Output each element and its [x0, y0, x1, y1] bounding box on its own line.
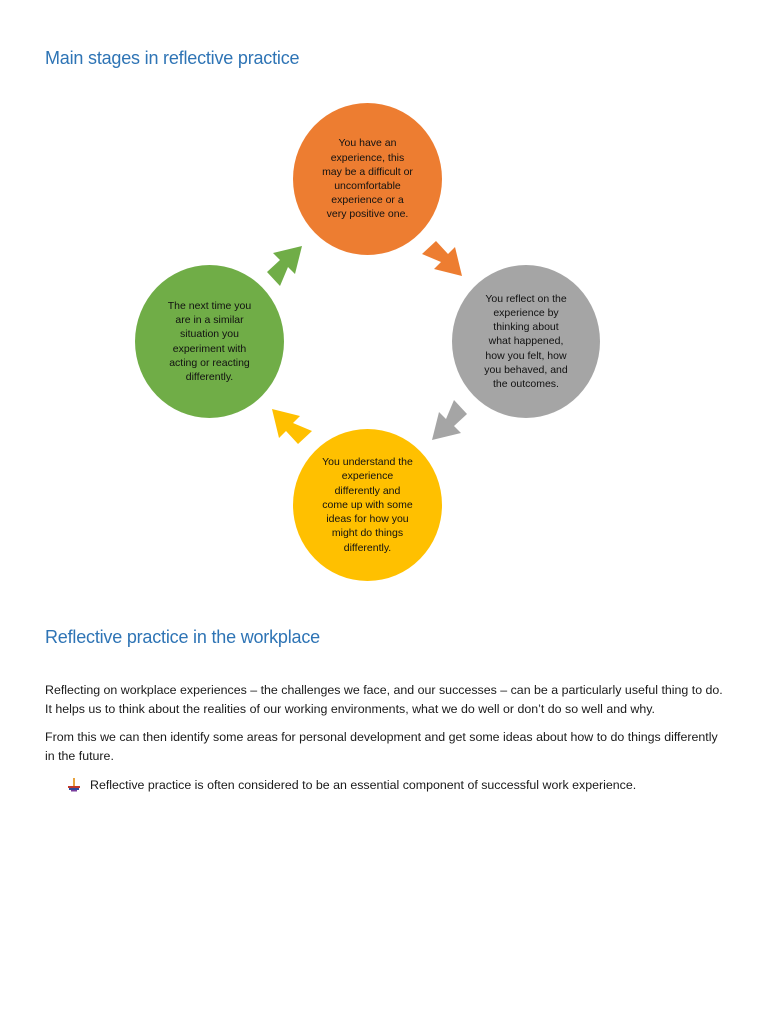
heading-workplace: Reflective practice in the workplace [45, 627, 320, 647]
arrow-shape [267, 246, 302, 286]
stage-text-experience: You have an experience, this may be a difficult or uncomfortable experience or a very positive one. [322, 137, 413, 221]
paragraph-personal-development: From this we can then identify some areas for personal development and get some ideas about how to do things differently in the future. [45, 730, 718, 763]
pencil-bullet-icon [66, 777, 82, 793]
paragraph-workplace-intro: Reflecting on workplace experiences – the challenges we face, and our successes – can be a particularly useful thing to do. It helps us to think about the realities of our working environments, what we do well or don’t do so well and why. [45, 683, 723, 716]
arrow-shape [422, 241, 462, 276]
stage-text-understand: You understand the experience differently and come up with some ideas for how you might do things differently. [322, 456, 413, 554]
arrow-left-to-top-icon [258, 240, 308, 290]
arrow-bottom-to-left-icon [266, 403, 316, 453]
bullet-text: Reflective practice is often considered to be an essential component of successful work experience. [90, 778, 637, 792]
arrow-top-to-right-icon [418, 232, 468, 282]
list-item [66, 776, 636, 795]
arrow-shape [272, 409, 312, 444]
arrow-shape [432, 400, 467, 440]
heading-main-stages: Main stages in reflective practice [45, 48, 300, 68]
arrow-right-to-bottom-icon [426, 396, 476, 446]
stage-text-reflect: You reflect on the experience by thinking about what happened, how you felt, how you behaved, and the outcomes. [484, 292, 568, 390]
stage-text-experiment: The next time you are in a similar situation you experiment with acting or reacting differently. [167, 299, 252, 383]
